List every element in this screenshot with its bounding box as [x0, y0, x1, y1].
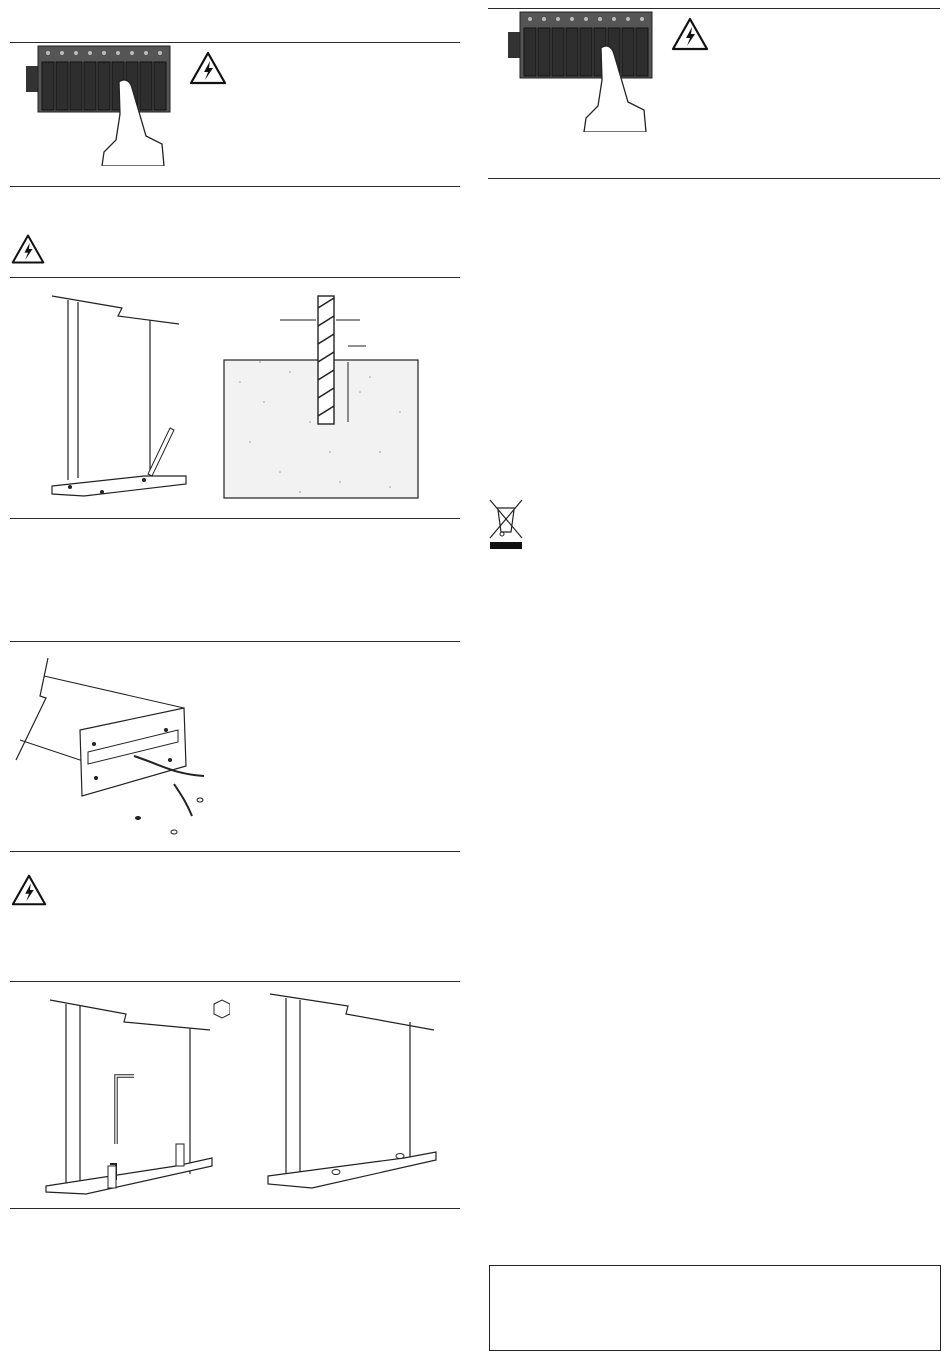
section-divider — [10, 851, 460, 852]
section-divider — [10, 42, 460, 43]
section-divider — [10, 277, 460, 278]
allen-key-mounting-illustration — [40, 994, 230, 1204]
breaker-panel-illustration — [24, 44, 174, 166]
section-divider — [10, 186, 460, 187]
post-marking-illustration — [44, 290, 194, 502]
breaker-panel-illustration — [506, 10, 656, 132]
section-divider — [10, 981, 460, 982]
section-divider — [10, 518, 460, 519]
electric-hazard-icon — [10, 232, 46, 266]
crossed-out-bin-icon — [488, 498, 524, 550]
section-divider — [10, 641, 460, 642]
drill-concrete-illustration — [220, 292, 444, 504]
imprint-box — [489, 1265, 941, 1351]
electric-hazard-icon — [670, 16, 710, 52]
electric-hazard-icon — [188, 50, 228, 86]
electric-hazard-icon — [10, 872, 48, 908]
section-divider — [488, 178, 940, 179]
section-divider — [10, 1208, 460, 1209]
post-mounted-illustration — [264, 990, 444, 1200]
section-divider — [488, 8, 940, 9]
cable-entry-illustration — [14, 656, 214, 836]
